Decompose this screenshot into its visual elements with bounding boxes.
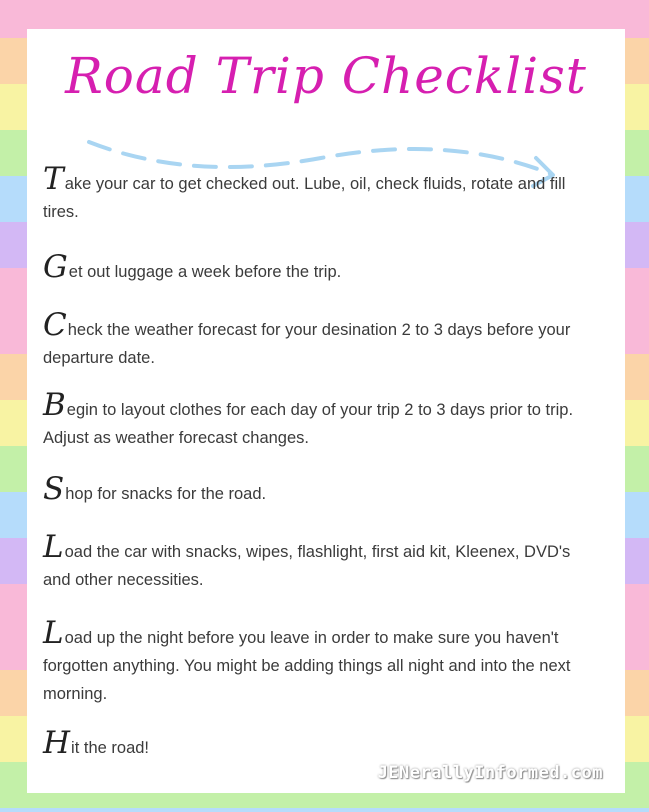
watermark: JENerallyInformed.com bbox=[377, 763, 603, 783]
checklist-item bbox=[43, 161, 588, 226]
item-text: ake your car to get checked out. Lube, oil, check fluids, rotate and fill tires. bbox=[43, 175, 566, 221]
item-text: et out luggage a week before the trip. bbox=[68, 263, 342, 281]
item-initial: T bbox=[43, 161, 64, 197]
item-initial: C bbox=[43, 307, 67, 343]
item-initial: G bbox=[43, 249, 68, 285]
checklist-item bbox=[43, 249, 588, 286]
item-text: hop for snacks for the road. bbox=[65, 485, 267, 503]
item-initial: L bbox=[43, 529, 64, 565]
item-initial: B bbox=[43, 387, 66, 423]
item-initial: S bbox=[43, 471, 65, 507]
item-text: oad up the night before you leave in order to make sure you haven't forgotten anything. You might be adding things all night and into the next morning. bbox=[43, 629, 571, 703]
checklist-item bbox=[43, 615, 588, 708]
checklist-item bbox=[43, 387, 588, 452]
item-text: it the road! bbox=[71, 739, 150, 757]
item-text: heck the weather forecast for your desination 2 to 3 days before your departure date. bbox=[43, 321, 571, 367]
item-text: egin to layout clothes for each day of your trip 2 to 3 days prior to trip. Adjust as weather forecast changes. bbox=[43, 401, 574, 447]
page-title: Road Trip Checklist bbox=[65, 47, 587, 105]
checklist-item bbox=[43, 725, 588, 762]
item-text: oad the car with snacks, wipes, flashlight, first aid kit, Kleenex, DVD's and other necessities. bbox=[43, 543, 571, 589]
checklist-item bbox=[43, 529, 588, 594]
item-initial: H bbox=[43, 725, 71, 761]
checklist-card bbox=[27, 29, 625, 793]
checklist-item bbox=[43, 307, 588, 372]
checklist-item bbox=[43, 471, 588, 508]
item-initial: L bbox=[43, 615, 64, 651]
